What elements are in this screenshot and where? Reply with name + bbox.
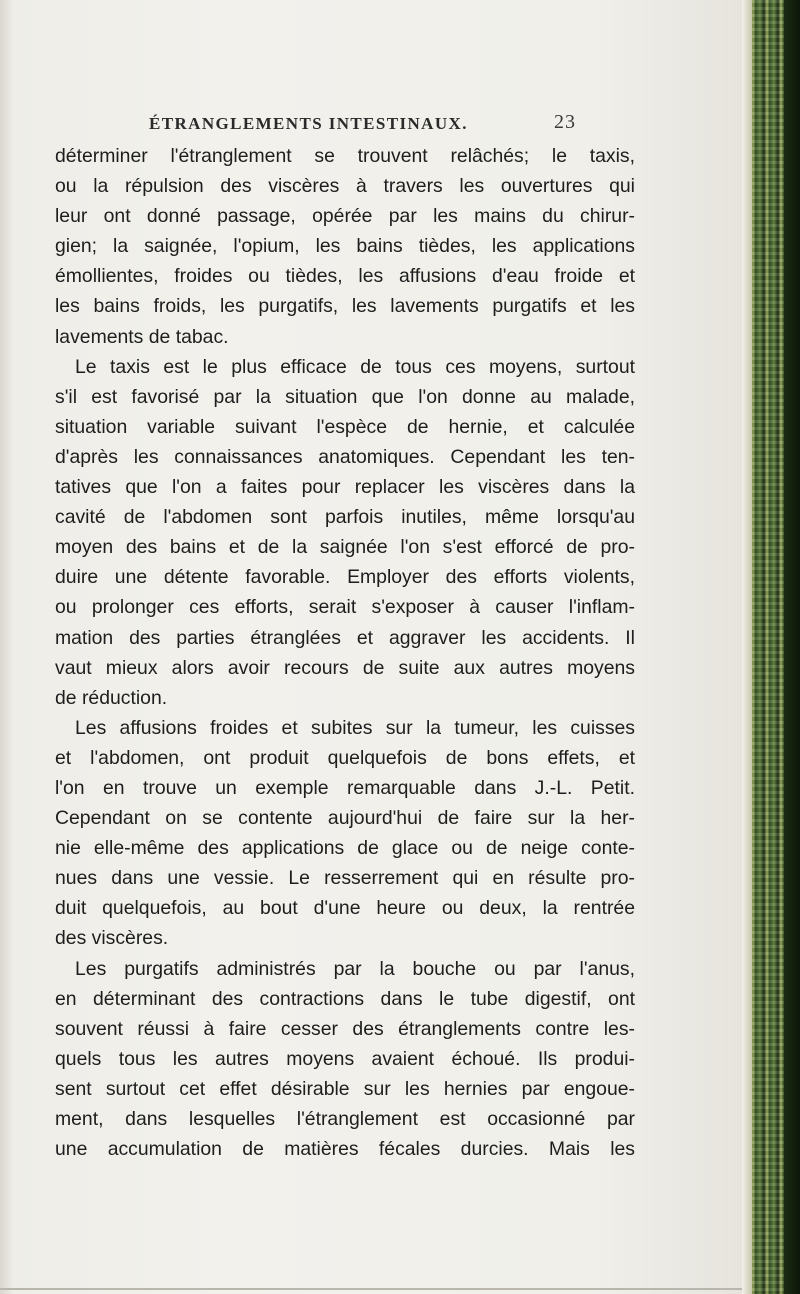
text-line: de réduction. xyxy=(55,686,168,709)
text-line: ou la répulsion des viscères à travers les ouvertures qui xyxy=(55,175,635,198)
text-line: lavements de tabac. xyxy=(55,325,229,348)
text-line: nie elle-même des applications de glace ou de neige conte- xyxy=(55,837,635,860)
body-text xyxy=(55,141,635,1164)
page-bottom-edge xyxy=(0,1288,742,1290)
text-line: duit quelquefois, au bout d'une heure ou deux, la rentrée xyxy=(55,897,635,920)
text-line: quels tous les autres moyens avaient échoué. Ils produi- xyxy=(55,1047,635,1070)
text-line: s'il est favorisé par la situation que l'on donne au malade, xyxy=(55,385,635,408)
text-line: ment, dans lesquelles l'étranglement est occasionné par xyxy=(55,1108,635,1130)
text-line: moyen des bains et de la saignée l'on s'est efforcé de pro- xyxy=(55,536,635,559)
text-line: cavité de l'abdomen sont parfois inutiles, même lorsqu'au xyxy=(55,506,635,529)
text-line: nues dans une vessie. Le resserrement qui en résulte pro- xyxy=(55,867,635,890)
text-line: sent surtout cet effet désirable sur les hernies par engoue- xyxy=(55,1077,635,1100)
text-line: Le taxis est le plus efficace de tous ces moyens, surtout xyxy=(75,355,635,378)
text-line: émollientes, froides ou tièdes, les affusions d'eau froide et xyxy=(55,265,635,288)
text-line: leur ont donné passage, opérée par les mains du chirur- xyxy=(55,205,635,228)
book-spine-edge xyxy=(742,0,800,1294)
page-gutter-shadow xyxy=(0,0,14,1294)
text-line: ou prolonger ces efforts, serait s'exposer à causer l'inflam- xyxy=(55,596,635,619)
page-number: 23 xyxy=(554,111,576,133)
text-line: déterminer l'étranglement se trouvent relâchés; le taxis, xyxy=(55,145,635,167)
text-line: Cependant on se contente aujourd'hui de faire sur la her- xyxy=(55,807,635,830)
text-line: d'après les connaissances anatomiques. Cependant les ten- xyxy=(55,445,635,468)
text-line: situation variable suivant l'espèce de hernie, et calculée xyxy=(55,415,635,438)
text-line: des viscères. xyxy=(55,927,169,950)
text-line: et l'abdomen, ont produit quelquefois de bons effets, et xyxy=(55,746,635,769)
text-line: une accumulation de matières fécales durcies. Mais les xyxy=(55,1138,635,1161)
text-line: en déterminant des contractions dans le tube digestif, ont xyxy=(55,987,635,1010)
text-line: gien; la saignée, l'opium, les bains tièdes, les applications xyxy=(55,235,635,258)
text-line: mation des parties étranglées et aggraver les accidents. Il xyxy=(55,626,635,649)
text-line: l'on en trouve un exemple remarquable dans J.-L. Petit. xyxy=(55,776,635,799)
text-line: les bains froids, les purgatifs, les lavements purgatifs et les xyxy=(55,295,635,318)
text-line: Les purgatifs administrés par la bouche ou par l'anus, xyxy=(75,957,635,980)
text-line: tatives que l'on a faites pour replacer les viscères dans la xyxy=(55,476,635,499)
text-line: duire une détente favorable. Employer des efforts violents, xyxy=(55,566,635,589)
text-line: souvent réussi à faire cesser des étranglements contre les- xyxy=(55,1017,635,1040)
running-title: ÉTRANGLEMENTS INTESTINAUX. xyxy=(149,114,468,133)
text-line: Les affusions froides et subites sur la tumeur, les cuisses xyxy=(75,716,635,739)
text-line: vaut mieux alors avoir recours de suite aux autres moyens xyxy=(55,656,635,679)
